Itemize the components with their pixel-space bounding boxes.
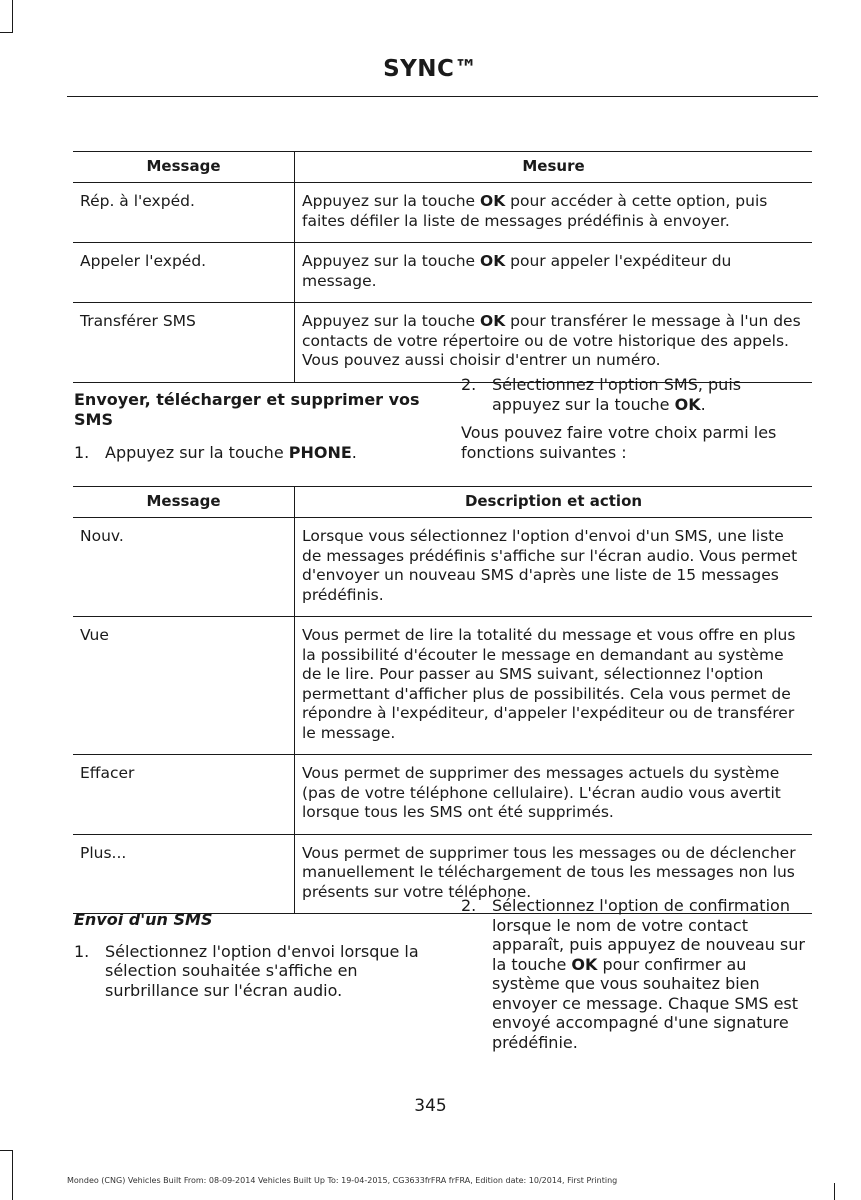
section-heading: Envoyer, télécharger et supprimer vos SMS <box>74 390 420 429</box>
message-actions-table <box>73 151 812 383</box>
table-cell-action <box>295 303 813 383</box>
key-label: OK <box>674 394 701 414</box>
key-label: PHONE <box>288 443 352 462</box>
step-text: Sélectionnez l'option de confirmation lorsque le nom de votre contact apparaît, puis appuyez de nouveau sur la touche <box>492 896 805 974</box>
step-text: . <box>700 394 706 414</box>
step-number: 1. <box>74 443 90 462</box>
table-row <box>73 518 812 617</box>
table-header-row <box>73 487 812 518</box>
cell-text: pour accéder à cette option, puis faites défiler la liste de messages prédéfinis à envoyer. <box>302 192 768 230</box>
cell-text: Appuyez sur la touche <box>302 312 481 330</box>
cell-text: Appuyez sur la touche <box>302 252 481 270</box>
crop-mark-top-left-h <box>0 32 13 33</box>
sms-functions-table <box>73 486 812 914</box>
table-cell-action <box>295 183 813 243</box>
table-cell-description: Vous permet de supprimer tous les messages ou de déclencher manuellement le téléchargement de tous les messages non lus présents sur votre téléphone. <box>295 834 813 914</box>
paragraph: Vous pouvez faire votre choix parmi les fonctions suivantes : <box>461 423 777 462</box>
key-label: OK <box>480 312 506 330</box>
crop-mark-bottom-left-h <box>0 1150 13 1151</box>
step-text: Sélectionnez l'option SMS, puis appuyez sur la touche <box>492 375 742 414</box>
step-item <box>74 443 429 463</box>
table-cell-message: Appeler l'expéd. <box>73 243 295 303</box>
step-number: 2. <box>461 375 477 394</box>
table-cell-description: Vous permet de lire la totalité du message et vous offre en plus la possibilité d'écouter le message en demandant au système de le lire. Pour passer au SMS suivant, sélectionnez l'option permettant d'afficher plus de possibilités. Cela vous permet de répondre à l'expéditeur, d'appeler l'expéditeur ou de transférer le message. <box>295 617 813 755</box>
table-cell-message: Effacer <box>73 755 295 835</box>
table-row <box>73 183 812 243</box>
key-label: OK <box>480 192 506 210</box>
section1-left-column <box>74 390 429 463</box>
step-text: Appuyez sur la touche <box>105 443 289 462</box>
table-cell-message: Plus... <box>73 834 295 914</box>
table-cell-message: Vue <box>73 617 295 755</box>
table-row <box>73 617 812 755</box>
section1-right-column <box>461 375 813 462</box>
step-number: 2. <box>461 896 477 915</box>
step-item <box>461 896 813 1052</box>
step-item <box>461 375 813 414</box>
table-row <box>73 243 812 303</box>
table-row <box>73 303 812 383</box>
step-text: pour confirmer au système que vous souhaitez bien envoyer ce message. Chaque SMS est envoyé accompagné d'une signature prédéfinie. <box>492 954 799 1052</box>
table-cell-description: Lorsque vous sélectionnez l'option d'envoi d'un SMS, une liste de messages prédéfinis s'affiche sur l'écran audio. Vous permet d'envoyer un nouveau SMS d'après une liste de 15 messages prédéfinis. <box>295 518 813 617</box>
column-header-message: Message <box>73 152 295 183</box>
table-cell-message: Nouv. <box>73 518 295 617</box>
cell-text: pour appeler l'expéditeur du message. <box>302 252 732 290</box>
crop-mark-bottom-right <box>834 1183 835 1200</box>
step-text: . <box>351 443 357 462</box>
table-cell-description: Vous permet de supprimer des messages actuels du système (pas de votre téléphone cellulaire). L'écran audio vous avertit lorsque tous les SMS ont été supprimés. <box>295 755 813 835</box>
cell-text: pour transférer le message à l'un des contacts de votre répertoire ou de votre historique des appels. Vous pouvez aussi choisir d'entrer un numéro. <box>302 312 801 369</box>
step-item <box>74 942 429 1001</box>
key-label: OK <box>480 252 506 270</box>
step-text: Sélectionnez l'option d'envoi lorsque la sélection souhaitée s'affiche en surbrillance sur l'écran audio. <box>105 941 419 1000</box>
table-row <box>73 755 812 835</box>
section-heading: Envoi d'un SMS <box>74 910 213 929</box>
section2-left-column <box>74 910 429 1000</box>
column-header-mesure: Mesure <box>295 152 813 183</box>
table-header-row <box>73 152 812 183</box>
cell-text: Appuyez sur la touche <box>302 192 481 210</box>
table-cell-message: Rép. à l'expéd. <box>73 183 295 243</box>
header-rule <box>67 96 818 97</box>
section2-right-column <box>461 896 813 1052</box>
print-footer: Mondeo (CNG) Vehicles Built From: 08-09-2014 Vehicles Built Up To: 19-04-2015, CG3633frFRA frFRA, Edition date: 10/2014, First Printing <box>67 1176 618 1185</box>
step-number: 1. <box>74 941 90 961</box>
key-label: OK <box>571 954 598 974</box>
page-header-title: SYNC™ <box>383 56 478 82</box>
table-cell-action <box>295 243 813 303</box>
crop-mark-top-left <box>12 0 13 33</box>
column-header-description: Description et action <box>295 487 813 518</box>
column-header-message: Message <box>73 487 295 518</box>
crop-mark-bottom-left <box>12 1150 13 1200</box>
table-cell-message: Transférer SMS <box>73 303 295 383</box>
page-number: 345 <box>414 1096 447 1116</box>
